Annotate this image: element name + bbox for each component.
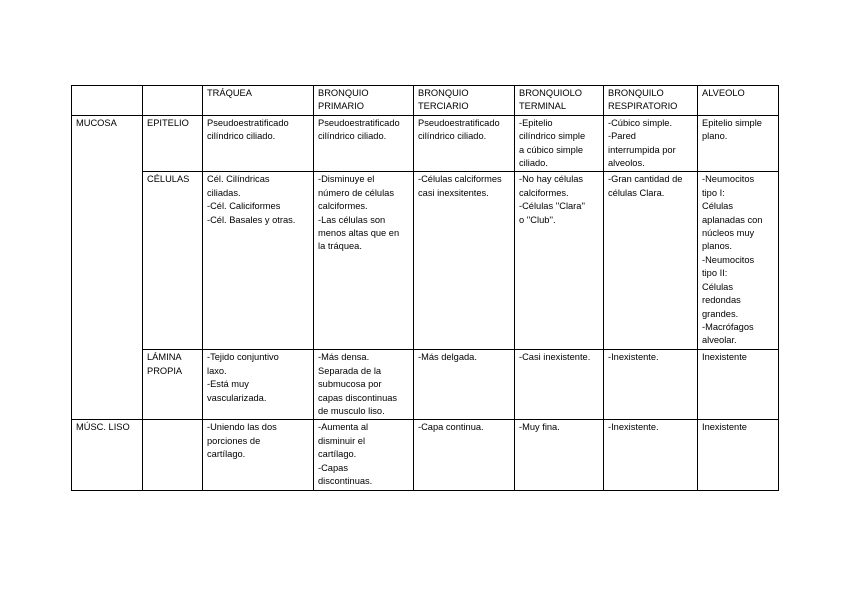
table-cell — [515, 172, 604, 350]
table-cell — [698, 172, 779, 350]
cell-line: disminuir el — [318, 435, 366, 446]
header-text: TRÁQUEA — [207, 88, 252, 98]
table-cell — [203, 350, 314, 420]
cell-line: submucosa por — [318, 379, 382, 390]
header-traquea — [203, 86, 314, 116]
cell-line: núcleos muy — [702, 228, 755, 239]
cell-line: o ''Club''. — [519, 214, 556, 225]
group-musculo-liso — [72, 420, 143, 490]
row-label-celulas — [143, 172, 203, 350]
cell-line: cartílago. — [318, 449, 357, 460]
cell-line: -Más densa. — [318, 352, 370, 363]
cell-line: Epitelio simple — [702, 117, 762, 128]
histology-comparison-table — [71, 85, 779, 491]
cell-line: -Casi inexistente. — [519, 352, 591, 363]
cell-line: -Gran cantidad de — [608, 174, 683, 185]
cell-line: ciliado. — [519, 158, 548, 169]
cell-line: tipo I: — [702, 187, 725, 198]
table-cell — [314, 172, 414, 350]
cell-line: -Capa continua. — [418, 422, 484, 433]
cell-line: Pseudoestratificado — [207, 117, 289, 128]
cell-line: redondas — [702, 295, 741, 306]
table-cell — [604, 350, 698, 420]
header-text: BRONQUIO — [318, 88, 369, 98]
cell-line: porciones de — [207, 435, 261, 446]
table-cell — [414, 420, 515, 490]
cell-line: -Inexistente. — [608, 352, 659, 363]
cell-line: casi inexsitentes. — [418, 187, 489, 198]
group-label: MÚSC. LISO — [76, 422, 130, 433]
cell-line: Cél. Cilíndricas — [207, 174, 270, 185]
header-text: BRONQUIO — [418, 88, 469, 98]
cell-line: alveolar. — [702, 335, 737, 346]
table-cell — [203, 115, 314, 172]
cell-line: -Las células son — [318, 214, 386, 225]
cell-line: cilíndrico ciliado. — [318, 131, 387, 142]
cell-line: cartílago. — [207, 449, 246, 460]
cell-line: Células — [702, 281, 734, 292]
row-label-text: LÁMINA — [147, 352, 182, 363]
header-cell-empty-1 — [72, 86, 143, 116]
cell-line: laxo. — [207, 365, 227, 376]
header-text: TERMINAL — [519, 101, 567, 112]
table-cell — [698, 420, 779, 490]
cell-line: Células — [702, 201, 734, 212]
cell-line: -Está muy — [207, 379, 249, 390]
table-cell — [515, 115, 604, 172]
header-text: RESPIRATORIO — [608, 101, 678, 112]
cell-line: calciformes. — [519, 187, 569, 198]
header-text: BRONQUIOLO — [519, 88, 583, 98]
cell-line: células Clara. — [608, 187, 665, 198]
cell-line: aplanadas con — [702, 214, 763, 225]
header-text: PRIMARIO — [318, 101, 364, 112]
cell-line: -Muy fina. — [519, 422, 560, 433]
row-label-epitelio — [143, 115, 203, 172]
cell-line: cilíndrico simple — [519, 131, 586, 142]
cell-line: Pseudoestratificado — [318, 117, 400, 128]
cell-line: cilíndrico ciliado. — [418, 131, 487, 142]
table-cell — [698, 115, 779, 172]
cell-line: -Epitelio — [519, 117, 553, 128]
cell-line: -Pared — [608, 131, 636, 142]
table-row-lamina-propia — [72, 350, 779, 420]
header-bronquio-primario — [314, 86, 414, 116]
cell-line: -Cél. Basales y otras. — [207, 214, 296, 225]
cell-line: discontinuas. — [318, 476, 373, 487]
table-cell — [203, 172, 314, 350]
cell-line: -Capas — [318, 462, 348, 473]
cell-line: -Cél. Caliciformes — [207, 201, 281, 212]
table-cell — [314, 115, 414, 172]
cell-line: Separada de la — [318, 365, 382, 376]
table-row-musculo-liso — [72, 420, 779, 490]
header-bronquio-terciario — [414, 86, 515, 116]
group-mucosa — [72, 115, 143, 420]
header-cell-empty-2 — [143, 86, 203, 116]
row-label-text: CÉLULAS — [147, 174, 190, 185]
cell-line: planos. — [702, 241, 732, 252]
cell-line: -Inexistente. — [608, 422, 659, 433]
table-cell — [314, 350, 414, 420]
cell-line: de musculo liso. — [318, 406, 385, 417]
row-label-lamina-propia — [143, 350, 203, 420]
row-label-empty — [143, 420, 203, 490]
cell-line: -Cúbico simple. — [608, 117, 673, 128]
cell-line: Inexistente — [702, 352, 747, 363]
group-label: MUCOSA — [76, 117, 117, 128]
cell-line: Pseudoestratificado — [418, 117, 500, 128]
header-bronquilo-respiratorio — [604, 86, 698, 116]
cell-line: tipo II: — [702, 268, 728, 279]
header-bronquiolo-terminal — [515, 86, 604, 116]
cell-line: -Macrófagos — [702, 321, 754, 332]
cell-line: calciformes. — [318, 201, 368, 212]
header-row — [72, 86, 779, 116]
header-text: ALVEOLO — [702, 88, 745, 98]
table-cell — [515, 420, 604, 490]
cell-line: -Tejido conjuntivo — [207, 352, 279, 363]
table-cell — [203, 420, 314, 490]
table-cell — [604, 172, 698, 350]
header-text: BRONQUILO — [608, 88, 664, 98]
cell-line: -Neumocitos — [702, 254, 755, 265]
cell-line: ciliadas. — [207, 187, 241, 198]
table-cell — [698, 350, 779, 420]
cell-line: interrumpida por — [608, 144, 676, 155]
cell-line: -Uniendo las dos — [207, 422, 277, 433]
row-label-text: PROPIA — [147, 365, 183, 376]
row-label-text: EPITELIO — [147, 117, 189, 128]
cell-line: número de células — [318, 187, 394, 198]
table-cell — [314, 420, 414, 490]
header-alveolo — [698, 86, 779, 116]
cell-line: -Disminuye el — [318, 174, 375, 185]
cell-line: cilíndrico ciliado. — [207, 131, 276, 142]
table-cell — [414, 115, 515, 172]
cell-line: plano. — [702, 131, 728, 142]
table-cell — [604, 115, 698, 172]
cell-line: Inexistente — [702, 422, 747, 433]
table-cell — [414, 172, 515, 350]
cell-line: menos altas que en — [318, 228, 400, 239]
cell-line: alveolos. — [608, 158, 645, 169]
table-row-epitelio — [72, 115, 779, 172]
cell-line: -Células ''Clara'' — [519, 201, 585, 212]
table-cell — [515, 350, 604, 420]
table-cell — [604, 420, 698, 490]
cell-line: -Más delgada. — [418, 352, 477, 363]
header-text: TERCIARIO — [418, 101, 469, 112]
cell-line: la tráquea. — [318, 241, 362, 252]
cell-line: -Neumocitos — [702, 174, 755, 185]
cell-line: vascularizada. — [207, 392, 267, 403]
cell-line: a cúbico simple — [519, 144, 584, 155]
cell-line: grandes. — [702, 308, 739, 319]
cell-line: -Aumenta al — [318, 422, 369, 433]
cell-line: capas discontinuas — [318, 392, 398, 403]
cell-line: -Células calciformes — [418, 174, 502, 185]
table-cell — [414, 350, 515, 420]
cell-line: -No hay células — [519, 174, 584, 185]
table-row-celulas — [72, 172, 779, 350]
